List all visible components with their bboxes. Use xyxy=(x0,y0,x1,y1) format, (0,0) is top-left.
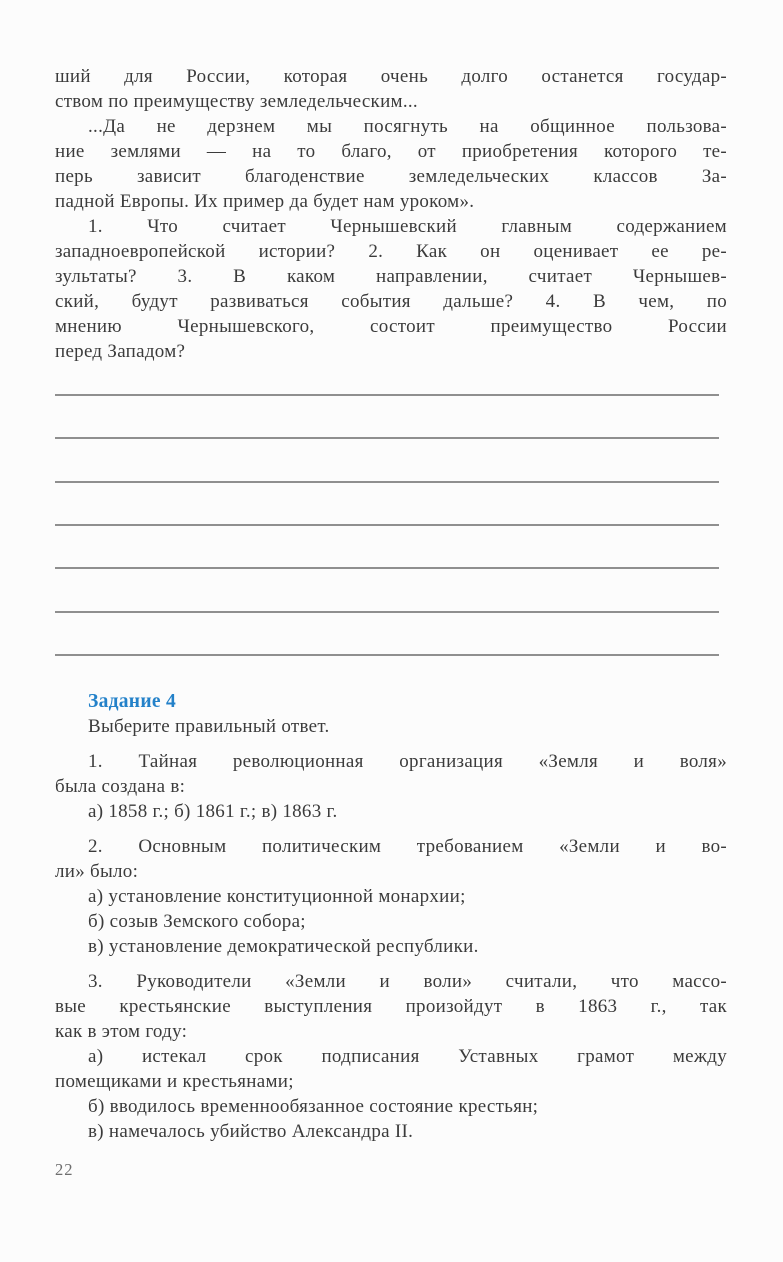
text-line: 2. Основным политическим требованием «Земли и во- xyxy=(88,835,727,857)
text-line: мнению Чернышевского, состоит преимущество России xyxy=(55,316,727,337)
task-item-paragraph xyxy=(55,1094,727,1119)
answer-rule-line xyxy=(55,654,719,656)
text-line: перед Западом? xyxy=(55,341,186,362)
answer-rule-line xyxy=(55,481,719,524)
task-item-paragraph xyxy=(55,834,727,884)
text-line: западноевропейской истории? 2. Как он оценивает ее ре- xyxy=(55,241,727,262)
text-line: помещиками и крестьянами; xyxy=(55,1070,294,1092)
task-item-paragraph xyxy=(55,969,727,1044)
reading-paragraph xyxy=(55,64,727,114)
answer-lines-section xyxy=(55,394,719,656)
task-item-paragraph xyxy=(55,909,727,934)
task-section xyxy=(55,689,727,1144)
answer-rule-line xyxy=(55,567,719,610)
answer-rule-line xyxy=(55,611,719,654)
text-line: ...Да не дерзнем мы посягнуть на общинное пользова- xyxy=(88,116,727,137)
text-line: была создана в: xyxy=(55,775,186,797)
text-line: ший для России, которая очень долго останется государ- xyxy=(55,66,727,87)
text-line: а) 1858 г.; б) 1861 г.; в) 1863 г. xyxy=(88,800,338,822)
answer-rule-line xyxy=(55,437,719,480)
text-line: а) установление конституционной монархии; xyxy=(88,885,466,907)
reading-text-section xyxy=(55,0,727,364)
task-item-paragraph xyxy=(55,799,727,824)
text-line: ли» было: xyxy=(55,860,139,882)
task-item-paragraph xyxy=(55,934,727,959)
reading-paragraph xyxy=(55,214,727,364)
task-item xyxy=(55,834,727,959)
task-title: Задание 4 xyxy=(88,690,176,712)
text-line: в) намечалось убийство Александра II. xyxy=(88,1120,414,1142)
page-number: 22 xyxy=(55,1160,74,1179)
text-line: 1. Что считает Чернышевский главным содержанием xyxy=(88,216,727,237)
text-line: б) вводилось временнообязанное состояние крестьян; xyxy=(88,1095,539,1117)
text-line: падной Европы. Их пример да будет нам уроком». xyxy=(55,191,475,212)
task-item-paragraph xyxy=(55,749,727,799)
text-line: перь зависит благоденствие земледельческих классов За- xyxy=(55,166,727,187)
text-line: б) созыв Земского собора; xyxy=(88,910,306,932)
reading-paragraph xyxy=(55,114,727,214)
text-line: в) установление демократической республики. xyxy=(88,935,479,957)
task-item-paragraph xyxy=(55,1044,727,1094)
task-item-paragraph xyxy=(55,884,727,909)
task-instruction: Выберите правильный ответ. xyxy=(88,715,330,737)
text-line: как в этом году: xyxy=(55,1020,188,1042)
text-line: зультаты? 3. В каком направлении, считает Чернышев- xyxy=(55,266,727,287)
text-line: ние землями — на то благо, от приобретения которого те- xyxy=(55,141,727,162)
text-line: а) истекал срок подписания Уставных грамот между xyxy=(88,1045,727,1067)
task-item xyxy=(55,969,727,1144)
text-line: ский, будут развиваться события дальше? 4. В чем, по xyxy=(55,291,727,312)
text-line: ством по преимуществу земледельческим... xyxy=(55,91,418,112)
text-line: вые крестьянские выступления произойдут в 1863 г., так xyxy=(55,995,727,1017)
answer-rule-line xyxy=(55,394,719,437)
answer-rule-line xyxy=(55,524,719,567)
task-item-paragraph xyxy=(55,1119,727,1144)
task-item xyxy=(55,749,727,824)
task-items xyxy=(55,749,727,1144)
text-line: 1. Тайная революционная организация «Земля и воля» xyxy=(88,750,727,772)
text-line: 3. Руководители «Земли и воли» считали, что массо- xyxy=(88,970,727,992)
